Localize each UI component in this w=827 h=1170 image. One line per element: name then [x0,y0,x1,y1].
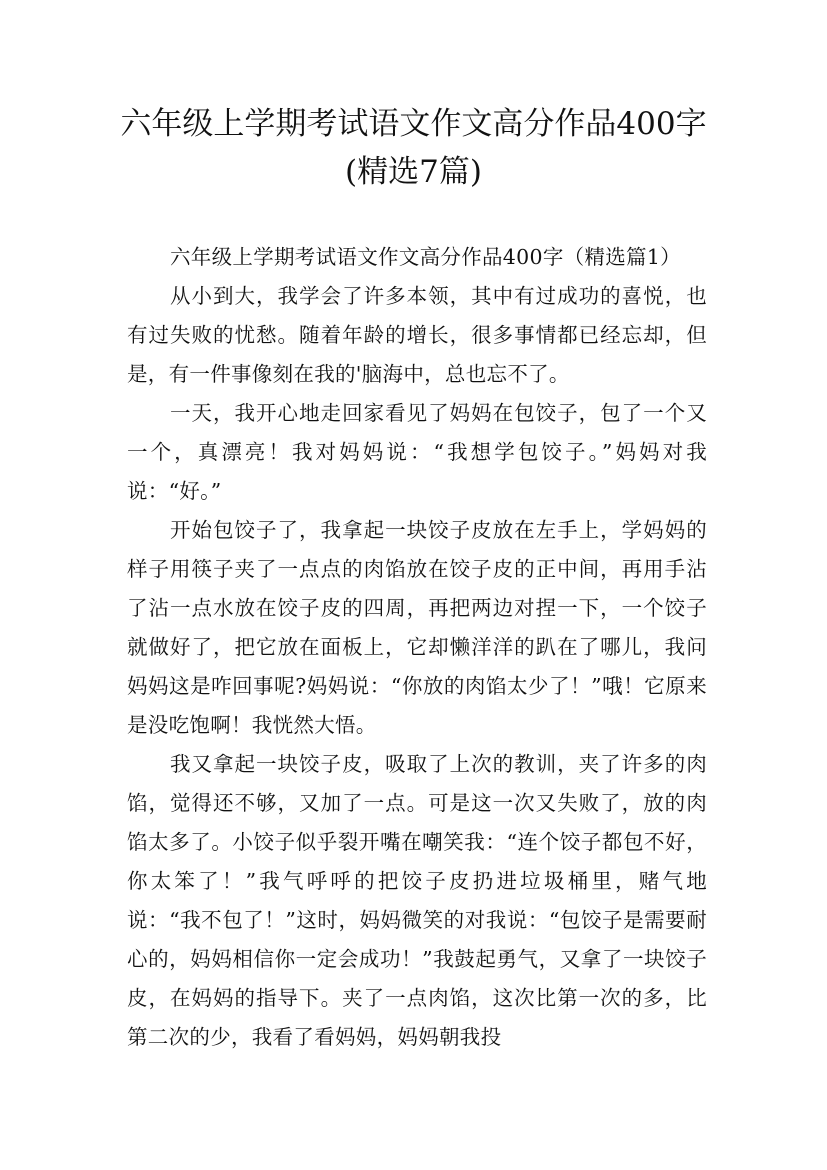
title-line-2: (精选7篇) [345,154,482,190]
paragraph: 开始包饺子了，我拿起一块饺子皮放在左手上，学妈妈的样子用筷子夹了一点点的肉馅放在饺子皮的正中间，再用手沾了沾一点水放在饺子皮的四周，再把两边对捏一下，一个饺子就做好了，把它放在面板上，它却懒洋洋的趴在了哪儿，我问妈妈这是咋回事呢?妈妈说：“你放的肉馅太少了！”哦！它原来是没吃饱啊！我恍然大悟。 [127,518,707,737]
document-body [127,238,707,1057]
document-title [90,100,737,196]
section-heading: 六年级上学期考试语文作文高分作品400字（精选篇1） [170,245,681,269]
paragraph: 一天，我开心地走回家看见了妈妈在包饺子，包了一个又一个，真漂亮！我对妈妈说：“我想学包饺子。”妈妈对我说：“好。” [127,401,707,503]
title-line-1: 六年级上学期考试语文作文高分作品400字 [120,106,707,142]
paragraph: 我又拿起一块饺子皮，吸取了上次的教训，夹了许多的肉馅，觉得还不够，又加了一点。可是这一次又失败了，放的肉馅太多了。小饺子似乎裂开嘴在嘲笑我：“连个饺子都包不好，你太笨了！”我气呼呼的把饺子皮扔进垃圾桶里，赌气地说：“我不包了！”这时，妈妈微笑的对我说：“包饺子是需要耐心的，妈妈相信你一定会成功！”我鼓起勇气，又拿了一块饺子皮，在妈妈的指导下。夹了一点肉馅，这次比第一次的多，比第二次的少，我看了看妈妈，妈妈朝我投 [127,752,707,1049]
paragraph: 从小到大，我学会了许多本领，其中有过成功的喜悦，也有过失败的忧愁。随着年龄的增长，很多事情都已经忘却，但是，有一件事像刻在我的'脑海中，总也忘不了。 [127,284,707,386]
